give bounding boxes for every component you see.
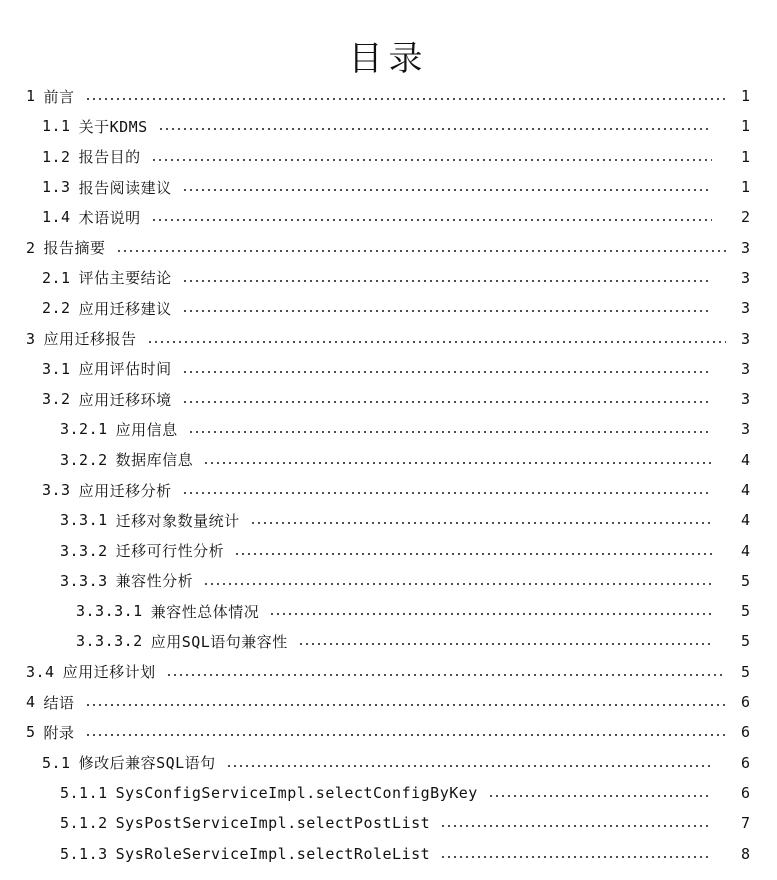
toc-entry[interactable] xyxy=(0,657,777,687)
toc-entry-number: 5.1.2 xyxy=(60,814,108,833)
toc-entry-label: 应用评估时间 xyxy=(78,360,172,379)
toc-entry-number: 3.3.1 xyxy=(60,511,108,530)
toc-entry-page-number: 5 xyxy=(740,662,750,681)
toc-entry-label: 报告阅读建议 xyxy=(78,178,172,197)
toc-entry-label: 兼容性分析 xyxy=(115,572,194,591)
dot-leader xyxy=(116,249,726,253)
toc-entry-label: 报告摘要 xyxy=(43,239,106,258)
toc-entry-page-number: 3 xyxy=(740,359,750,378)
dot-leader xyxy=(182,279,712,283)
toc-entry-page-number: 1 xyxy=(740,147,750,166)
toc-entry-title xyxy=(42,146,141,167)
toc-entry-page-number: 4 xyxy=(740,481,750,499)
toc-entry-page-number: 1 xyxy=(740,178,750,197)
dot-leader xyxy=(440,855,712,859)
dot-leader xyxy=(85,703,726,707)
toc-entry[interactable] xyxy=(0,535,777,565)
toc-entry-title xyxy=(26,328,137,349)
toc-entry-label: 结语 xyxy=(43,693,75,712)
dot-leader xyxy=(234,552,712,556)
toc-entry-number: 5.1.3 xyxy=(60,844,108,863)
toc-entry-title xyxy=(42,358,172,379)
dot-leader xyxy=(226,764,712,768)
toc-entry-number: 4 xyxy=(26,693,36,712)
toc-entry-number: 3.2 xyxy=(42,390,71,409)
toc-entry-number: 3.1 xyxy=(42,359,71,378)
dot-leader xyxy=(203,582,712,586)
toc-entry-number: 3.3 xyxy=(42,481,71,499)
toc-entry[interactable] xyxy=(0,626,777,656)
dot-leader xyxy=(203,461,712,465)
toc-entry-page-number: 7 xyxy=(740,814,750,833)
toc-entry-page-number: 5 xyxy=(740,571,750,590)
toc-entry[interactable] xyxy=(0,142,777,172)
toc-entry-title xyxy=(60,449,193,470)
toc-entry-title xyxy=(60,540,224,561)
dot-leader xyxy=(298,642,712,646)
toc-entry[interactable] xyxy=(0,354,777,384)
dot-leader xyxy=(151,218,712,222)
toc-entry-number: 3.3.2 xyxy=(60,541,108,560)
toc-entry-label: 应用信息 xyxy=(115,420,178,439)
dot-leader xyxy=(182,370,712,374)
toc-entry[interactable] xyxy=(0,81,777,111)
toc-entry-title xyxy=(42,207,141,228)
toc-entry-page-number: 3 xyxy=(740,238,750,257)
toc-entry-number: 3.3.3.2 xyxy=(76,632,143,651)
toc-entry-title xyxy=(26,722,75,743)
toc-entry-page-number: 3 xyxy=(740,299,750,318)
toc-entry[interactable] xyxy=(0,778,777,808)
toc-entry[interactable] xyxy=(0,263,777,293)
toc-entry-label: 评估主要结论 xyxy=(78,269,172,288)
toc-entry-label: 应用迁移建议 xyxy=(78,299,172,318)
toc-entry-page-number: 6 xyxy=(740,783,750,802)
toc-entry-page-number: 3 xyxy=(740,268,750,287)
toc-entry-page-number: 2 xyxy=(740,208,750,227)
toc-entry-page-number: 8 xyxy=(740,844,750,863)
toc-entry-page-number: 4 xyxy=(740,541,750,560)
dot-leader xyxy=(182,491,712,495)
toc-entry-number: 1 xyxy=(26,87,36,106)
page-title: 目录 xyxy=(348,38,429,79)
dot-leader xyxy=(182,400,712,404)
toc-entry-page-number: 3 xyxy=(740,420,750,439)
toc-entry[interactable] xyxy=(0,323,777,353)
toc-entry-label: 附录 xyxy=(43,723,75,742)
toc-entry-label: 应用迁移报告 xyxy=(43,330,137,349)
toc-entry-page-number: 6 xyxy=(740,723,750,742)
toc-entry-title xyxy=(42,177,172,198)
toc-entry[interactable] xyxy=(0,172,777,202)
toc-entry-label: SysRoleServiceImpl.selectRoleList xyxy=(115,844,431,863)
toc-entry-page-number: 4 xyxy=(740,511,750,530)
toc-entry[interactable] xyxy=(0,475,777,505)
toc-entry-title xyxy=(42,267,172,288)
toc-entry[interactable] xyxy=(0,717,777,747)
toc-entry-label: 关于KDMS xyxy=(78,117,148,136)
toc-entry-title xyxy=(42,298,172,319)
toc-entry-label: 数据库信息 xyxy=(115,451,194,470)
toc-entry[interactable] xyxy=(0,414,777,444)
toc-entry-title xyxy=(60,510,240,531)
toc-entry[interactable] xyxy=(0,202,777,232)
toc-entry-title xyxy=(60,784,478,802)
dot-leader xyxy=(158,127,712,131)
toc-entry-number: 5.1 xyxy=(42,753,71,772)
table-of-contents xyxy=(0,81,777,869)
toc-entry-label: 应用迁移计划 xyxy=(62,663,156,682)
toc-entry-number: 3.3.3 xyxy=(60,571,108,590)
toc-entry[interactable] xyxy=(0,445,777,475)
toc-entry-page-number: 6 xyxy=(740,753,750,772)
toc-entry-number: 3.4 xyxy=(26,662,55,681)
toc-entry-page-number: 6 xyxy=(740,693,750,712)
dot-leader xyxy=(166,673,726,677)
dot-leader xyxy=(488,794,712,798)
toc-entry-number: 1.3 xyxy=(42,178,71,197)
toc-entry-page-number: 3 xyxy=(740,390,750,409)
toc-entry-number: 1.2 xyxy=(42,147,71,166)
toc-entry-page-number: 3 xyxy=(740,329,750,348)
toc-entry-label: 修改后兼容SQL语句 xyxy=(78,754,216,773)
toc-entry-title xyxy=(60,814,430,832)
toc-entry-title xyxy=(42,752,216,773)
toc-entry-label: 迁移可行性分析 xyxy=(115,542,225,561)
dot-leader xyxy=(151,158,712,162)
toc-entry-title xyxy=(26,692,75,713)
toc-entry-title xyxy=(76,601,259,622)
toc-entry-number: 5.1.1 xyxy=(60,783,108,802)
toc-entry-title xyxy=(42,389,172,410)
toc-entry[interactable] xyxy=(0,838,777,868)
toc-entry-label: 前言 xyxy=(43,87,75,106)
dot-leader xyxy=(147,340,726,344)
toc-entry[interactable] xyxy=(0,232,777,262)
toc-entry-page-number: 1 xyxy=(740,117,750,136)
toc-entry[interactable] xyxy=(0,748,777,778)
toc-entry-number: 2.2 xyxy=(42,299,71,318)
dot-leader xyxy=(269,612,712,616)
toc-entry-label: 应用迁移环境 xyxy=(78,390,172,409)
toc-entry-label: SysConfigServiceImpl.selectConfigByKey xyxy=(115,783,478,802)
toc-entry-number: 3.3.3.1 xyxy=(76,602,143,621)
toc-entry[interactable] xyxy=(0,687,777,717)
toc-entry-number: 1.4 xyxy=(42,208,71,227)
toc-entry-number: 3.2.2 xyxy=(60,450,108,469)
toc-entry-number: 1.1 xyxy=(42,117,71,136)
dot-leader xyxy=(85,97,726,101)
dot-leader xyxy=(188,430,712,434)
toc-entry-title xyxy=(26,661,156,682)
toc-entry[interactable] xyxy=(0,384,777,414)
toc-entry-number: 2.1 xyxy=(42,268,71,287)
toc-entry[interactable] xyxy=(0,111,777,141)
toc-entry-label: 术语说明 xyxy=(78,208,141,227)
toc-entry[interactable] xyxy=(0,566,777,596)
toc-entry-title xyxy=(26,86,75,107)
dot-leader xyxy=(85,733,726,737)
toc-entry-title xyxy=(26,237,106,258)
toc-entry-title xyxy=(42,480,172,501)
toc-entry-number: 5 xyxy=(26,723,36,742)
toc-entry[interactable] xyxy=(0,293,777,323)
toc-entry-label: 应用SQL语句兼容性 xyxy=(150,632,288,651)
toc-entry-label: 报告目的 xyxy=(78,148,141,167)
toc-entry-page-number: 5 xyxy=(740,602,750,621)
toc-entry-label: 应用迁移分析 xyxy=(78,481,172,500)
dot-leader xyxy=(250,521,712,525)
toc-entry-label: 兼容性总体情况 xyxy=(150,602,260,621)
toc-entry-title xyxy=(60,845,430,863)
toc-entry-number: 3.2.1 xyxy=(60,420,108,439)
toc-entry[interactable] xyxy=(0,505,777,535)
toc-entry-label: 迁移对象数量统计 xyxy=(115,511,240,530)
toc-entry[interactable] xyxy=(0,596,777,626)
toc-entry-number: 3 xyxy=(26,329,36,348)
dot-leader xyxy=(182,309,712,313)
toc-entry-title xyxy=(60,570,193,591)
toc-entry-number: 2 xyxy=(26,238,36,257)
toc-entry-title xyxy=(76,631,288,652)
toc-entry-title xyxy=(42,116,148,137)
toc-entry-title xyxy=(60,419,178,440)
toc-entry-page-number: 1 xyxy=(740,87,750,106)
toc-entry-label: SysPostServiceImpl.selectPostList xyxy=(115,814,431,833)
toc-entry-page-number: 5 xyxy=(740,632,750,651)
dot-leader xyxy=(182,188,712,192)
dot-leader xyxy=(440,824,712,828)
toc-entry-page-number: 4 xyxy=(740,450,750,469)
toc-entry[interactable] xyxy=(0,808,777,838)
